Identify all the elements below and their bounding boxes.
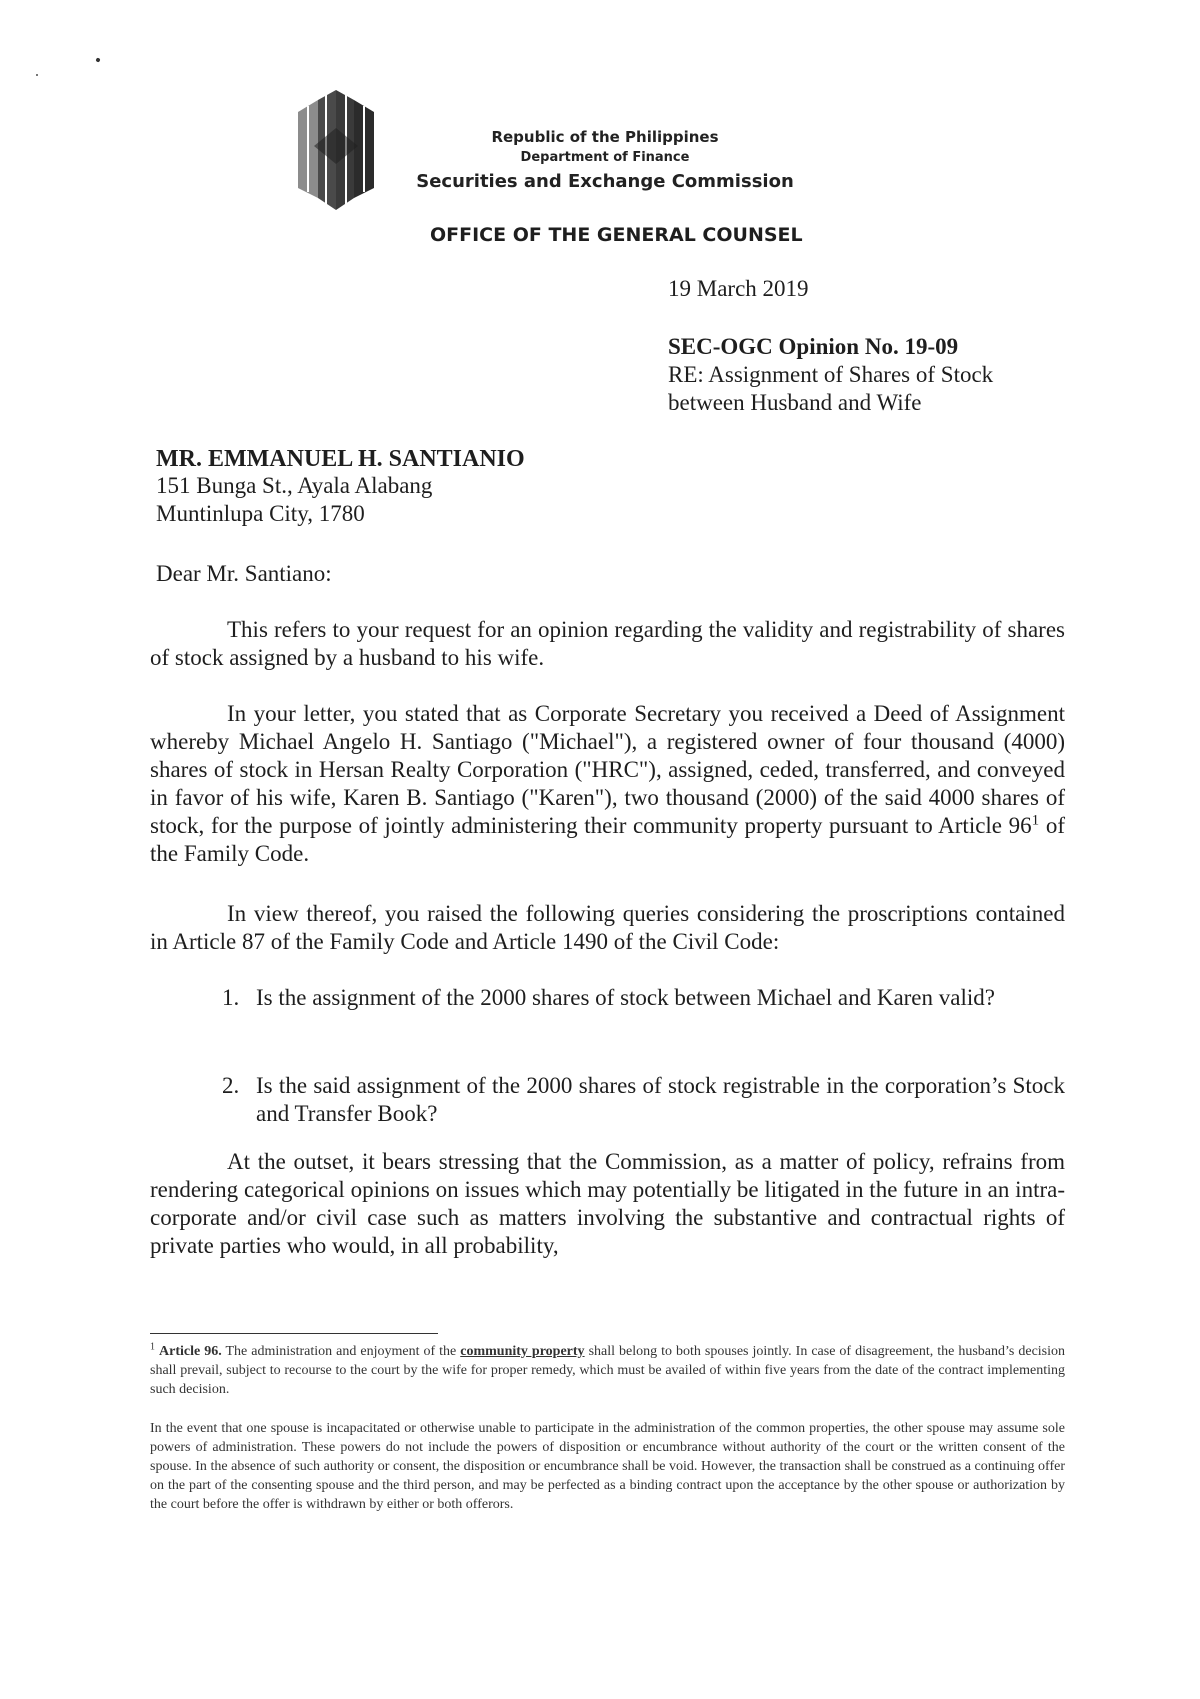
paragraph-2-part-a: In your letter, you stated that as Corporate Secretary you received a Deed of Assignment whereby Michael Angelo H. Santiago ("Michael"), a registered owner of four thousand (4000) shares of stock in Hersan Realty Corporation ("HRC"), assigned, ceded, transferred, and conveyed in favor of his wife, Karen B. Santiago ("Karen"), two thousand (2000) of the said 4000 shares of stock, for the purpose of jointly administering their community property pursuant to Article 96: [150, 701, 1065, 838]
addressee-address-line-2: Muntinlupa City, 1780: [156, 501, 365, 526]
footnote-text-a: The administration and enjoyment of the: [225, 1344, 457, 1359]
paragraph-4: [150, 1148, 1065, 1260]
footnote-1-continued: In the event that one spouse is incapacitated or otherwise unable to participate in the administration of the common properties, the other spouse may assume sole powers of administration. These powers do not include the powers of disposition or encumbrance without authority of the court or the written consent of the spouse. In the absence of such authority or consent, the disposition or encumbrance shall be void. However, the transaction shall be construed as a continuing offer on the part of the consenting spouse and the third person, and may be perfected as a binding contract upon the acceptance by the other spouse or authorization by the court before the offer is withdrawn by either or both offerors.: [150, 1421, 1065, 1512]
header-department: Department of Finance: [520, 150, 690, 165]
letter-date: 19 March 2019: [668, 276, 809, 301]
paragraph-2: [150, 700, 1065, 868]
header-office: OFFICE OF THE GENERAL COUNSEL: [430, 224, 803, 246]
query-number: 1.: [222, 985, 240, 1010]
query-text: Is the said assignment of the 2000 shares of stock registrable in the corporation’s Stock and Transfer Book?: [256, 1073, 1065, 1126]
footnote-text-b: shall belong to both spouses jointly. In case of disagreement, the husband’s decision shall prevail, subject to recourse to the court by the wife for proper remedy, which must be availed of within five years from the date of the contract implementing such decision.: [150, 1344, 1066, 1397]
query-item-2: [222, 1072, 1065, 1128]
subject-line-2: between Husband and Wife: [668, 390, 922, 415]
addressee-name: MR. EMMANUEL H. SANTIANIO: [156, 446, 525, 472]
sec-logo-icon: [296, 88, 376, 212]
salutation: Dear Mr. Santiano:: [156, 561, 332, 586]
paragraph-2-text: [150, 700, 1065, 868]
addressee-address-line-1: 151 Bunga St., Ayala Alabang: [156, 473, 433, 498]
opinion-number: SEC-OGC Opinion No. 19-09: [668, 334, 959, 359]
footnote-term: community property: [460, 1344, 585, 1359]
subject-line-1: RE: Assignment of Shares of Stock: [668, 362, 994, 387]
scan-artifact: [36, 74, 38, 76]
paragraph-4-text: At the outset, it bears stressing that the Commission, as a matter of policy, refrains from rendering categorical opinions on issues which may potentially be litigated in the future in an intra-corporate and/or civil case such as matters involving the substantive and contractual rights of private parties who would, in all probability,: [150, 1149, 1065, 1258]
footnote-1: [150, 1342, 1065, 1399]
footnote-divider: [150, 1333, 438, 1334]
paragraph-3-text: In view thereof, you raised the following queries considering the proscriptions contained in Article 87 of the Family Code and Article 1490 of the Civil Code:: [150, 901, 1065, 954]
footnote-title: Article 96.: [159, 1344, 222, 1359]
footnote-reference[interactable]: 1: [1031, 812, 1040, 829]
paragraph-2-part-b: of the Family Code.: [150, 813, 1065, 866]
paragraph-1-text: This refers to your request for an opinion regarding the validity and registrability of shares of stock assigned by a husband to his wife.: [150, 617, 1065, 670]
paragraph-3: [150, 900, 1065, 956]
query-text: Is the assignment of the 2000 shares of stock between Michael and Karen valid?: [256, 985, 995, 1010]
paragraph-1: [150, 616, 1065, 672]
header-agency: Securities and Exchange Commission: [416, 171, 794, 192]
query-number: 2.: [222, 1073, 240, 1098]
header-republic: Republic of the Philippines: [491, 128, 719, 146]
footnote-marker: 1: [150, 1341, 155, 1353]
scan-artifact: [95, 57, 100, 62]
query-item-1: [222, 984, 1065, 1012]
